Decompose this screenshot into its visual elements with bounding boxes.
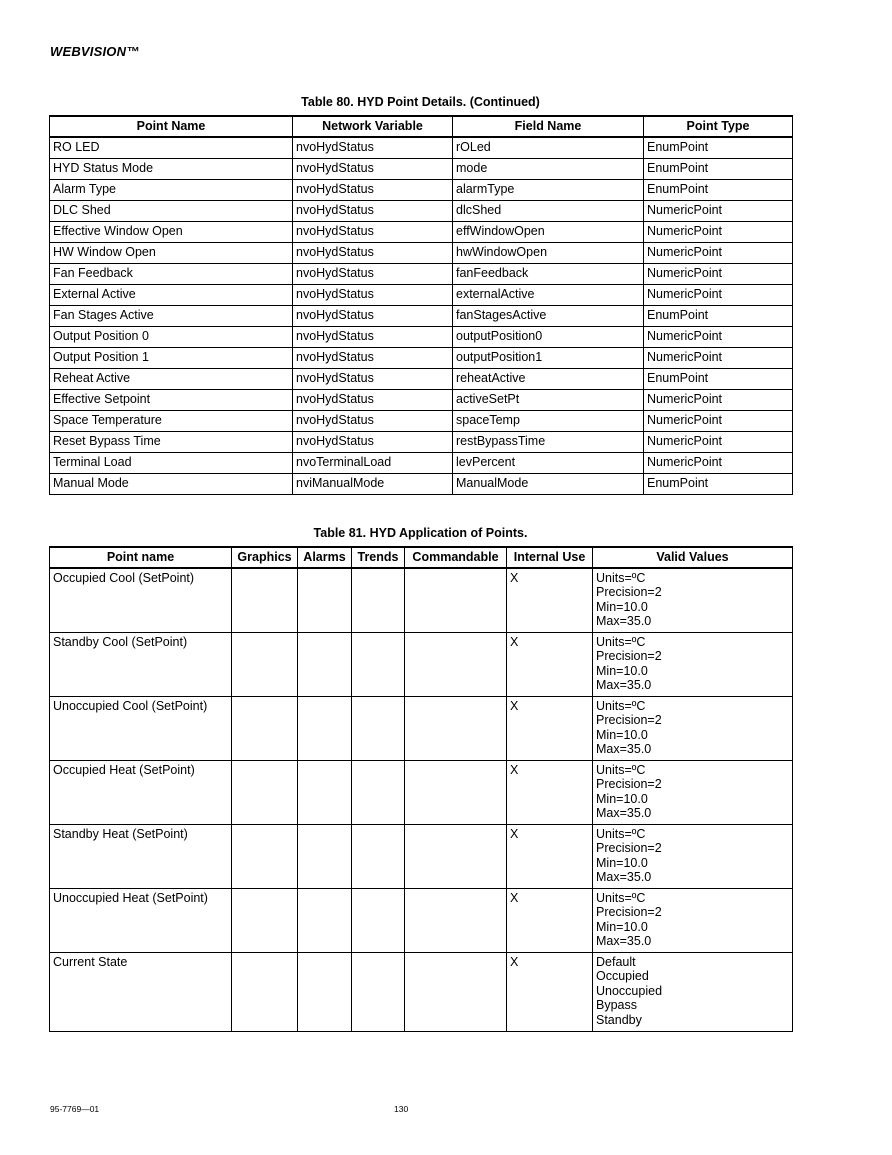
commandable-cell	[405, 824, 507, 888]
table-row	[50, 696, 793, 760]
internal-use-cell: X	[507, 568, 593, 633]
trends-cell	[352, 888, 405, 952]
commandable-cell	[405, 568, 507, 633]
internal-use-cell: X	[507, 760, 593, 824]
valid-value-line: Precision=2	[596, 649, 662, 663]
column-header-trends: Trends	[352, 547, 405, 568]
point-name-cell: Output Position 1	[50, 347, 293, 368]
valid-values-cell	[593, 696, 793, 760]
table-row	[50, 389, 793, 410]
table-row	[50, 952, 793, 1031]
commandable-cell	[405, 632, 507, 696]
point-name-cell: Effective Window Open	[50, 221, 293, 242]
point-name-cell: Manual Mode	[50, 473, 293, 494]
point-type-cell: NumericPoint	[644, 326, 793, 347]
network-variable-cell: nvoHydStatus	[293, 179, 453, 200]
hyd-point-details-table	[49, 115, 793, 495]
document-header-title: WEBVISION™	[50, 44, 140, 59]
network-variable-cell: nvoHydStatus	[293, 389, 453, 410]
column-header-point-name: Point Name	[50, 116, 293, 137]
valid-value-line: Precision=2	[596, 713, 662, 727]
trends-cell	[352, 824, 405, 888]
valid-value-line: Units=ºC	[596, 762, 646, 777]
valid-value-line: Units=ºC	[596, 890, 646, 905]
point-type-cell: EnumPoint	[644, 137, 793, 159]
column-header-field-name: Field Name	[453, 116, 644, 137]
alarms-cell	[298, 632, 352, 696]
internal-use-cell: X	[507, 696, 593, 760]
valid-values-cell	[593, 760, 793, 824]
point-name-cell: Output Position 0	[50, 326, 293, 347]
trends-cell	[352, 632, 405, 696]
field-name-cell: spaceTemp	[453, 410, 644, 431]
table-row	[50, 410, 793, 431]
point-type-cell: NumericPoint	[644, 242, 793, 263]
point-name-cell: Reset Bypass Time	[50, 431, 293, 452]
point-name-cell: Unoccupied Heat (SetPoint)	[50, 888, 232, 952]
field-name-cell: ManualMode	[453, 473, 644, 494]
alarms-cell	[298, 760, 352, 824]
graphics-cell	[232, 568, 298, 633]
network-variable-cell: nvoHydStatus	[293, 263, 453, 284]
alarms-cell	[298, 696, 352, 760]
network-variable-cell: nvoHydStatus	[293, 305, 453, 326]
table-row	[50, 305, 793, 326]
field-name-cell: fanStagesActive	[453, 305, 644, 326]
column-header-internal-use: Internal Use	[507, 547, 593, 568]
table-row	[50, 263, 793, 284]
field-name-cell: fanFeedback	[453, 263, 644, 284]
commandable-cell	[405, 760, 507, 824]
table-row	[50, 158, 793, 179]
table-row	[50, 824, 793, 888]
column-header-network-variable: Network Variable	[293, 116, 453, 137]
table-body	[50, 137, 793, 495]
valid-value-line: Default	[596, 954, 636, 969]
point-type-cell: EnumPoint	[644, 473, 793, 494]
point-type-cell: EnumPoint	[644, 179, 793, 200]
trends-cell	[352, 568, 405, 633]
valid-value-line: Max=35.0	[596, 934, 652, 948]
commandable-cell	[405, 888, 507, 952]
trends-cell	[352, 760, 405, 824]
column-header-point-name: Point name	[50, 547, 232, 568]
trends-cell	[352, 696, 405, 760]
point-name-cell: Reheat Active	[50, 368, 293, 389]
table-row	[50, 242, 793, 263]
table-row	[50, 368, 793, 389]
point-type-cell: NumericPoint	[644, 200, 793, 221]
table-row	[50, 760, 793, 824]
field-name-cell: activeSetPt	[453, 389, 644, 410]
field-name-cell: externalActive	[453, 284, 644, 305]
valid-value-line: Units=ºC	[596, 634, 646, 649]
commandable-cell	[405, 696, 507, 760]
network-variable-cell: nvoHydStatus	[293, 200, 453, 221]
table-row	[50, 284, 793, 305]
point-type-cell: NumericPoint	[644, 221, 793, 242]
point-name-cell: Effective Setpoint	[50, 389, 293, 410]
point-name-cell: HYD Status Mode	[50, 158, 293, 179]
valid-value-line: Max=35.0	[596, 614, 652, 628]
graphics-cell	[232, 952, 298, 1031]
point-name-cell: Unoccupied Cool (SetPoint)	[50, 696, 232, 760]
field-name-cell: mode	[453, 158, 644, 179]
valid-value-line: Min=10.0	[596, 599, 648, 614]
point-name-cell: Standby Cool (SetPoint)	[50, 632, 232, 696]
valid-value-line: Precision=2	[596, 585, 662, 599]
valid-value-line: Max=35.0	[596, 870, 652, 884]
network-variable-cell: nvoHydStatus	[293, 326, 453, 347]
valid-value-line: Max=35.0	[596, 678, 652, 692]
point-type-cell: NumericPoint	[644, 389, 793, 410]
valid-value-line: Precision=2	[596, 841, 662, 855]
point-type-cell: EnumPoint	[644, 368, 793, 389]
table-80-caption: Table 80. HYD Point Details. (Continued)	[301, 95, 540, 109]
valid-values-cell	[593, 568, 793, 633]
point-name-cell: Terminal Load	[50, 452, 293, 473]
table-row	[50, 347, 793, 368]
valid-value-line: Precision=2	[596, 905, 662, 919]
field-name-cell: levPercent	[453, 452, 644, 473]
column-header-valid-values: Valid Values	[593, 547, 793, 568]
valid-values-cell	[593, 632, 793, 696]
point-type-cell: NumericPoint	[644, 410, 793, 431]
valid-values-cell	[593, 952, 793, 1031]
valid-value-line: Unoccupied	[596, 983, 663, 998]
table-header-row	[50, 547, 793, 568]
valid-value-line: Max=35.0	[596, 742, 652, 756]
network-variable-cell: nvoHydStatus	[293, 221, 453, 242]
graphics-cell	[232, 888, 298, 952]
internal-use-cell: X	[507, 888, 593, 952]
table-row	[50, 431, 793, 452]
graphics-cell	[232, 696, 298, 760]
network-variable-cell: nvoHydStatus	[293, 368, 453, 389]
column-header-point-type: Point Type	[644, 116, 793, 137]
column-header-commandable: Commandable	[405, 547, 507, 568]
point-type-cell: EnumPoint	[644, 305, 793, 326]
valid-value-line: Max=35.0	[596, 806, 652, 820]
column-header-graphics: Graphics	[232, 547, 298, 568]
network-variable-cell: nvoHydStatus	[293, 242, 453, 263]
table-header-row	[50, 116, 793, 137]
internal-use-cell: X	[507, 952, 593, 1031]
table-row	[50, 632, 793, 696]
point-name-cell: External Active	[50, 284, 293, 305]
field-name-cell: reheatActive	[453, 368, 644, 389]
valid-values-cell	[593, 888, 793, 952]
column-header-alarms: Alarms	[298, 547, 352, 568]
valid-value-line: Precision=2	[596, 777, 662, 791]
field-name-cell: outputPosition0	[453, 326, 644, 347]
network-variable-cell: nvoHydStatus	[293, 431, 453, 452]
valid-value-line: Units=ºC	[596, 826, 646, 841]
alarms-cell	[298, 824, 352, 888]
alarms-cell	[298, 568, 352, 633]
point-name-cell: Alarm Type	[50, 179, 293, 200]
table-row	[50, 200, 793, 221]
point-name-cell: Standby Heat (SetPoint)	[50, 824, 232, 888]
table-row	[50, 326, 793, 347]
field-name-cell: hwWindowOpen	[453, 242, 644, 263]
graphics-cell	[232, 824, 298, 888]
point-type-cell: EnumPoint	[644, 158, 793, 179]
network-variable-cell: nvoHydStatus	[293, 158, 453, 179]
footer-page-number: 130	[394, 1104, 409, 1114]
point-type-cell: NumericPoint	[644, 284, 793, 305]
network-variable-cell: nvoHydStatus	[293, 137, 453, 159]
internal-use-cell: X	[507, 632, 593, 696]
table-row	[50, 137, 793, 159]
point-name-cell: Occupied Cool (SetPoint)	[50, 568, 232, 633]
point-name-cell: HW Window Open	[50, 242, 293, 263]
point-name-cell: Occupied Heat (SetPoint)	[50, 760, 232, 824]
field-name-cell: rOLed	[453, 137, 644, 159]
valid-value-line: Min=10.0	[596, 919, 648, 934]
point-type-cell: NumericPoint	[644, 347, 793, 368]
valid-value-line: Min=10.0	[596, 791, 648, 806]
network-variable-cell: nvoHydStatus	[293, 410, 453, 431]
point-name-cell: Space Temperature	[50, 410, 293, 431]
network-variable-cell: nvoHydStatus	[293, 347, 453, 368]
table-row	[50, 452, 793, 473]
network-variable-cell: nviManualMode	[293, 473, 453, 494]
graphics-cell	[232, 632, 298, 696]
point-name-cell: Current State	[50, 952, 232, 1031]
alarms-cell	[298, 888, 352, 952]
alarms-cell	[298, 952, 352, 1031]
point-name-cell: RO LED	[50, 137, 293, 159]
point-type-cell: NumericPoint	[644, 431, 793, 452]
table-81-caption: Table 81. HYD Application of Points.	[313, 526, 528, 540]
point-type-cell: NumericPoint	[644, 263, 793, 284]
table-row	[50, 888, 793, 952]
commandable-cell	[405, 952, 507, 1031]
field-name-cell: effWindowOpen	[453, 221, 644, 242]
field-name-cell: dlcShed	[453, 200, 644, 221]
point-type-cell: NumericPoint	[644, 452, 793, 473]
table-row	[50, 568, 793, 633]
graphics-cell	[232, 760, 298, 824]
field-name-cell: restBypassTime	[453, 431, 644, 452]
trends-cell	[352, 952, 405, 1031]
hyd-application-of-points-table	[49, 546, 793, 1032]
point-name-cell: DLC Shed	[50, 200, 293, 221]
valid-value-line: Occupied	[596, 969, 649, 983]
footer-document-number: 95-7769—01	[50, 1104, 100, 1114]
valid-value-line: Bypass	[596, 998, 637, 1012]
table-body	[50, 568, 793, 1032]
table-row	[50, 179, 793, 200]
valid-value-line: Standby	[596, 1012, 642, 1027]
valid-value-line: Units=ºC	[596, 698, 646, 713]
point-name-cell: Fan Stages Active	[50, 305, 293, 326]
network-variable-cell: nvoHydStatus	[293, 284, 453, 305]
table-row	[50, 473, 793, 494]
table-row	[50, 221, 793, 242]
valid-value-line: Units=ºC	[596, 570, 646, 585]
valid-value-line: Min=10.0	[596, 663, 648, 678]
valid-value-line: Min=10.0	[596, 727, 648, 742]
field-name-cell: alarmType	[453, 179, 644, 200]
network-variable-cell: nvoTerminalLoad	[293, 452, 453, 473]
valid-values-cell	[593, 824, 793, 888]
point-name-cell: Fan Feedback	[50, 263, 293, 284]
internal-use-cell: X	[507, 824, 593, 888]
valid-value-line: Min=10.0	[596, 855, 648, 870]
field-name-cell: outputPosition1	[453, 347, 644, 368]
